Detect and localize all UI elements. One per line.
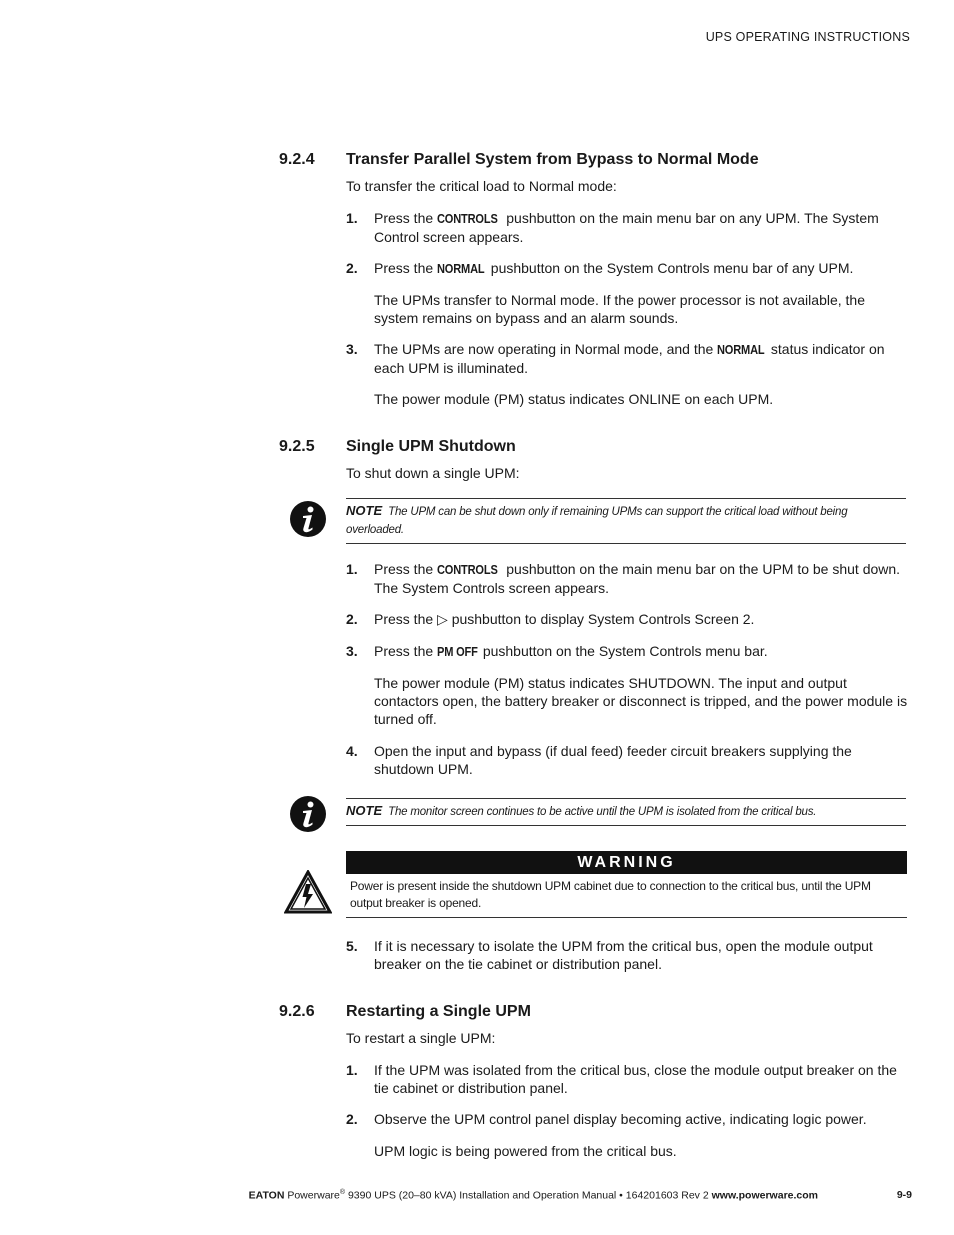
section-title: Single UPM Shutdown	[346, 438, 516, 455]
keyword-normal: NORMAL	[717, 342, 765, 357]
electrical-hazard-icon	[284, 870, 332, 914]
note-label: NOTE	[346, 803, 383, 818]
step-number: 1.	[346, 1062, 358, 1078]
section-number: 9.2.4	[279, 151, 315, 168]
section-title: Transfer Parallel System from Bypass to Normal Mode	[346, 151, 759, 168]
step-number: 2.	[346, 1111, 358, 1127]
step-text: Observe the UPM control panel display becoming active, indicating logic power.	[374, 1111, 867, 1127]
keyword-pm-off: PM OFF	[437, 644, 478, 659]
info-icon	[289, 500, 327, 538]
note-text: The monitor screen continues to be active until the UPM is isolated from the critical bus.	[388, 806, 817, 818]
keyword-normal: NORMAL	[437, 261, 485, 276]
step-detail: UPM logic is being powered from the critical bus.	[374, 1143, 677, 1159]
keyword-controls: CONTROLS	[437, 211, 498, 226]
warning-banner: WARNING	[346, 851, 907, 874]
step-number: 2.	[346, 611, 358, 627]
step-number: 1.	[346, 561, 358, 577]
step-text: Press the ▷ pushbutton to display System Controls Screen 2.	[374, 611, 755, 627]
step-detail: The UPMs transfer to Normal mode. If the power processor is not available, the system remains on bypass and an alarm sounds.	[374, 292, 865, 326]
info-icon	[289, 795, 327, 833]
footer-url: www.powerware.com	[711, 1189, 818, 1202]
step-number: 5.	[346, 938, 358, 954]
step-number: 4.	[346, 743, 358, 759]
step-number: 3.	[346, 341, 358, 357]
step-text: If the UPM was isolated from the critical bus, close the module output breaker on the tie cabinet or distribution panel.	[374, 1062, 897, 1096]
step-text: Press the PM OFF pushbutton on the System Controls menu bar.	[374, 643, 768, 659]
section-intro: To restart a single UPM:	[346, 1030, 496, 1046]
step-text: Press the CONTROLS pushbutton on the main menu bar on the UPM to be shut down. The System Controls screen appears.	[374, 561, 901, 596]
step-text: If it is necessary to isolate the UPM from the critical bus, open the module output breaker on the tie cabinet or distribution panel.	[374, 938, 873, 972]
section-title: Restarting a Single UPM	[346, 1003, 531, 1020]
step-text: Open the input and bypass (if dual feed) feeder circuit breakers supplying the shutdown UPM.	[374, 743, 852, 777]
step-number: 2.	[346, 260, 358, 276]
warning-text: Power is present inside the shutdown UPM cabinet due to connection to the critical bus, until the UPM output breaker is opened.	[346, 876, 907, 918]
keyword-controls: CONTROLS	[437, 562, 498, 577]
section-number: 9.2.5	[279, 438, 315, 455]
note-label: NOTE	[346, 503, 383, 518]
step-detail: The power module (PM) status indicates ONLINE on each UPM.	[374, 391, 774, 407]
section-intro: To shut down a single UPM:	[346, 465, 520, 481]
right-arrow-icon: ▷	[437, 611, 448, 627]
footer-citation: EATON Powerware® 9390 UPS (20–80 kVA) Installation and Operation Manual • 164201603 Rev 2 www.powerware.com	[248, 1189, 818, 1202]
running-header: UPS OPERATING INSTRUCTIONS	[705, 30, 910, 44]
page-number: 9-9	[896, 1189, 912, 1201]
step-text: The UPMs are now operating in Normal mode, and the NORMAL status indicator on each UPM is illuminated.	[374, 341, 885, 376]
step-text: Press the CONTROLS pushbutton on the main menu bar on any UPM. The System Control screen appears.	[374, 210, 879, 245]
note-text: The UPM can be shut down only if remaining UPMs can support the critical load without being overloaded.	[346, 506, 848, 536]
section-number: 9.2.6	[279, 1003, 315, 1020]
section-intro: To transfer the critical load to Normal mode:	[346, 178, 617, 194]
step-detail: The power module (PM) status indicates SHUTDOWN. The input and output contactors open, the battery breaker or disconnect is tripped, and the power module is turned off.	[374, 675, 908, 727]
step-text: Press the NORMAL pushbutton on the System Controls menu bar of any UPM.	[374, 260, 854, 276]
note-box	[346, 498, 906, 544]
step-number: 1.	[346, 210, 358, 226]
note-box	[346, 798, 906, 826]
step-number: 3.	[346, 643, 358, 659]
